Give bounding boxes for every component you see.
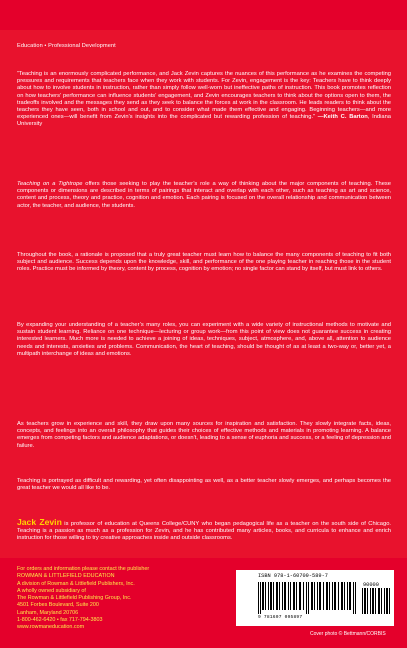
category-label: Education • Professional Development — [17, 43, 116, 49]
order-info — [17, 566, 149, 632]
isbn-label: ISBN 978-1-60709-589-7 — [258, 573, 328, 579]
experience-paragraph: As teachers grow in experience and skill, they draw upon many sources for inspiration and satisfaction. They slowly integrate facts, ideas, concepts, and feelings into an overall philosophy that guides their choices of effective methods and materials in promoting learning. A balance emerges from competing factors and audience adaptations, or doesn’t, leading to a sense of euphoria and success, or a feeling of depression and failure. — [17, 421, 391, 449]
description-paragraph — [17, 181, 391, 210]
order-address-line: 4501 Forbes Boulevard, Suite 200 — [17, 602, 99, 609]
order-division-line: A division of Rowman & Littlefield Publishers, Inc. — [17, 580, 135, 587]
order-website-link[interactable]: www.rowmaneducation.com — [17, 624, 85, 631]
quote-attribution-name: —Keith C. Barton — [317, 114, 368, 121]
quote-attribution-place: , Indiana University — [17, 114, 392, 128]
rationale-paragraph: Throughout the book, a rationale is proposed that a truly great teacher must learn how to balance the many components of teaching to fit both subject and audience. Success depends upon the knowledge, skill, and performance of the one playing teacher in reaching those in the student roles. Practice must be informed by theory, content by process, cognition by emotion; no single factor can stand by itself, but must link to others. — [17, 252, 391, 273]
book-title: Teaching on a Tightrope — [17, 181, 83, 187]
portrayal-paragraph: Teaching is portrayed as difficult and rewarding, yet often disappointing as well, as a better teacher slowly emerges, and perhaps becomes the great teacher we would all like to be. — [17, 478, 391, 492]
author-bio — [17, 519, 391, 543]
top-band — [0, 0, 407, 30]
endorsement-quote — [17, 71, 391, 129]
price-code: 90000 — [363, 582, 379, 588]
cover-photo-credit: Cover photo © Bettmann/CORBIS — [310, 631, 386, 637]
barcode-bars — [258, 582, 358, 614]
order-city-line: Lanham, Maryland 20706 — [17, 609, 79, 616]
order-phone-line: 1-800-462-6420 • fax 717-794-3803 — [17, 617, 103, 624]
author-name: Jack Zevin — [17, 517, 62, 527]
price-barcode-bars — [362, 588, 390, 614]
description-text: offers those seeking to play the teacher’s role a way of thinking about the major components of teaching. These components or dimensions are described in terms of pairings that interact and overlap with each other, such as teaching as art and science, content and process, theory and practice, cognition and emotion. Each pairing is focused on the overall relationship and communication between actor, the teacher, and audience, the students. — [17, 181, 391, 209]
roles-paragraph: By expanding your understanding of a teacher’s many roles, you can experiment with a wide variety of instructional methods to motivate and sustain student learning. Reliance on one technique—lecturing or group work—from this point of view does not guarantee success in creating interested learners. Much more is needed to achieve a joining of ideas, techniques, subject, atmosphere, and, above all, attention to audience needs and interests, anxieties and problems. Communication, the heart of teaching, should be thought of as at least a two-way or, better yet, a multipath interchange of ideas and emotions. — [17, 322, 391, 357]
order-contact-line: For orders and information please contact the publisher — [17, 566, 150, 572]
publisher-name: ROWMAN & LITTLEFIELD EDUCATION — [17, 573, 115, 580]
order-subsidiary-line: A wholly owned subsidiary of — [17, 587, 86, 594]
barcode-digits: 9 781607 095897 — [258, 615, 303, 620]
author-bio-text: is professor of education at Queens College/CUNY who began pedagogical life as a teacher on the south side of Chicago. Teaching is a passion as much as a profession for Zevin, and he has contributed many articles, books, and curricula to enhance and enrich instruction for those willing to try creative approaches inside and outside classrooms. — [17, 521, 392, 542]
barcode-box — [236, 570, 394, 626]
order-group-line: The Rowman & Littlefield Publishing Group, Inc. — [17, 595, 132, 602]
quote-text: “Teaching is an enormously complicated performance, and Jack Zevin captures the nuances of this performance as he examines the competing pressures and requirements that teachers face when they work with students. For Zevin, engagement is the key: Teachers have to think deeply about how to involve students in instruction, rather than simply follow well-worn but ineffective paths of instruction. This book promotes reflection on how teachers’ performance can influence students’ engagement, and Zevin encourages teachers to think about the options open to them, the tradeoffs involved and the messages they send as they seek to balance the forces at work in the classroom. He leads readers to think about the teachers they have seen, both in school and out, and to consider what made them effective and engaging. Beginning teachers—and more experienced ones—will benefit from Zevin’s insights into the complicated but rewarding profession of teaching.” — [17, 71, 391, 121]
